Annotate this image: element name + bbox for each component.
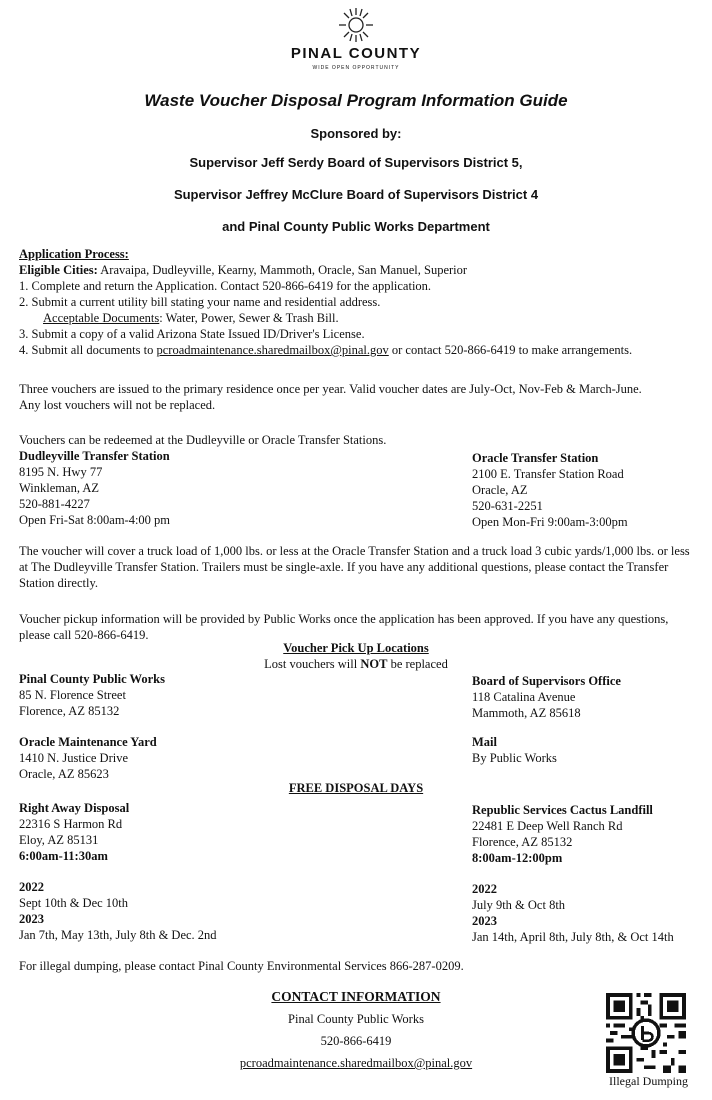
mail-name: Mail [472,735,497,749]
right-away-hours: 6:00am-11:30am [19,849,108,863]
step-1: 1. Complete and return the Application. Contact 520-866-6419 for the application. [19,279,432,293]
republic-name: Republic Services Cactus Landfill [472,803,653,817]
oracle-yard-address: 1410 N. Justice Drive [19,751,129,765]
bos-office-name: Board of Supervisors Office [472,674,621,688]
acceptable-documents [19,310,632,326]
step-3: 3. Submit a copy of a valid Arizona State Issued ID/Driver's License. [19,327,365,341]
sponsor-line-2: Supervisor Jeffrey McClure Board of Supervisors District 4 [173,187,539,202]
oracle-yard-name: Oracle Maintenance Yard [19,735,157,749]
dudleyville-hours: Open Fri-Sat 8:00am-4:00 pm [19,513,171,527]
dudleyville-address: 8195 N. Hwy 77 [19,465,103,479]
bos-office-city: Mammoth, AZ 85618 [472,706,581,720]
bos-office-address: 118 Catalina Avenue [472,690,576,704]
step-4-email-link[interactable]: pcroadmaintenance.sharedmailbox@pinal.gov [156,343,389,357]
acceptable-value: : Water, Power, Sewer & Trash Bill. [159,311,339,325]
republic-dates-2023: Jan 14th, April 8th, July 8th, & Oct 14th [472,930,674,944]
sun-emblem-icon [331,5,381,45]
right-away-name: Right Away Disposal [19,801,130,815]
org-name: PINAL COUNTY [290,45,422,62]
public-works-location [19,671,165,719]
step-4-prefix: 4. Submit all documents to [19,343,157,357]
free-days-heading: FREE DISPOSAL DAYS [288,781,424,795]
mail-detail: By Public Works [472,751,557,765]
mail-location [472,734,557,766]
eligible-value: Aravaipa, Dudleyville, Kearny, Mammoth, Oracle, San Manuel, Superior [97,263,468,277]
public-works-address: 85 N. Florence Street [19,688,126,702]
oracle-city: Oracle, AZ [472,483,528,497]
lost-not: NOT [360,657,388,671]
vouchers-paragraph: Three vouchers are issued to the primary residence once per year. Valid voucher dates are July-Oct, Nov-Feb & March-June. Any lost vouchers will not be replaced. [19,382,642,412]
truck-paragraph: The voucher will cover a truck load of 1,000 lbs. or less at the Oracle Transfer Station and a truck load 3 cubic yards/1,000 lbs. or less at The Dudleyville Transfer Station. Trailers must be single-axle. If you have any additional questions, please contact the Transfer Station directly. [19,544,690,590]
dudleyville-city: Winkleman, AZ [19,481,100,495]
oracle-name: Oracle Transfer Station [472,451,599,465]
pickup-heading: Voucher Pick Up Locations [283,641,429,655]
eligible-label: Eligible Cities: [19,263,98,277]
contact-heading: CONTACT INFORMATION [271,989,441,1004]
county-logo [331,5,381,45]
dudleyville-phone: 520-881-4227 [19,497,90,511]
republic-city: Florence, AZ 85132 [472,835,573,849]
eligible-cities [19,262,632,278]
acceptable-label: Acceptable Documents [43,311,160,325]
right-away-year-2023: 2023 [19,912,44,926]
contact-email-link[interactable]: pcroadmaintenance.sharedmailbox@pinal.gov [239,1056,473,1070]
public-works-city: Florence, AZ 85132 [19,704,120,718]
right-away-city: Eloy, AZ 85131 [19,833,99,847]
right-away-disposal [19,800,217,943]
dudleyville-name: Dudleyville Transfer Station [19,449,170,463]
redeem-line: Vouchers can be redeemed at the Dudleyville or Oracle Transfer Stations. [19,433,387,447]
qr-caption: Illegal Dumping [609,1074,688,1088]
sponsored-by: Sponsored by: [310,126,402,141]
oracle-hours: Open Mon-Fri 9:00am-3:00pm [472,515,628,529]
application-heading: Application Process: [19,247,129,261]
public-works-name: Pinal County Public Works [19,672,165,686]
step-4 [19,342,632,358]
oracle-station [472,450,628,530]
republic-year-2022: 2022 [472,882,497,896]
republic-landfill [472,802,674,945]
application-section [19,246,632,358]
sponsor-line-1: Supervisor Jeff Serdy Board of Supervisors District 5, [189,155,523,170]
dudleyville-station [19,448,170,528]
republic-dates-2022: July 9th & Oct 8th [472,898,566,912]
illegal-dumping-line: For illegal dumping, please contact Pinal County Environmental Services 866-287-0209. [19,959,464,973]
republic-address: 22481 E Deep Well Ranch Rd [472,819,623,833]
oracle-yard-location [19,734,157,782]
oracle-phone: 520-631-2251 [472,499,543,513]
right-away-year-2022: 2022 [19,880,44,894]
qr-code-icon [606,993,686,1073]
right-away-address: 22316 S Harmon Rd [19,817,123,831]
org-tagline: WIDE OPEN OPPORTUNITY [312,65,400,71]
bos-office-location [472,673,621,721]
contact-org: Pinal County Public Works [288,1012,424,1026]
pickup-paragraph: Voucher pickup information will be provided by Public Works once the application has been approved. If you have any questions, please call 520-866-6419. [19,612,669,642]
lost-prefix: Lost vouchers will [264,657,361,671]
lost-suffix: be replaced [387,657,448,671]
right-away-dates-2023: Jan 7th, May 13th, July 8th & Dec. 2nd [19,928,217,942]
page-title: Waste Voucher Disposal Program Information Guide [144,91,568,110]
right-away-dates-2022: Sept 10th & Dec 10th [19,896,129,910]
sponsor-line-3: and Pinal County Public Works Department [222,219,490,234]
republic-year-2023: 2023 [472,914,497,928]
qr-code[interactable] [606,993,686,1078]
step-4-suffix: or contact 520-866-6419 to make arrangements. [388,343,633,357]
republic-hours: 8:00am-12:00pm [472,851,563,865]
step-2: 2. Submit a current utility bill stating your name and residential address. [19,295,381,309]
oracle-address: 2100 E. Transfer Station Road [472,467,624,481]
contact-phone: 520-866-6419 [320,1034,392,1048]
oracle-yard-city: Oracle, AZ 85623 [19,767,109,781]
lost-vouchers-note [0,656,712,672]
